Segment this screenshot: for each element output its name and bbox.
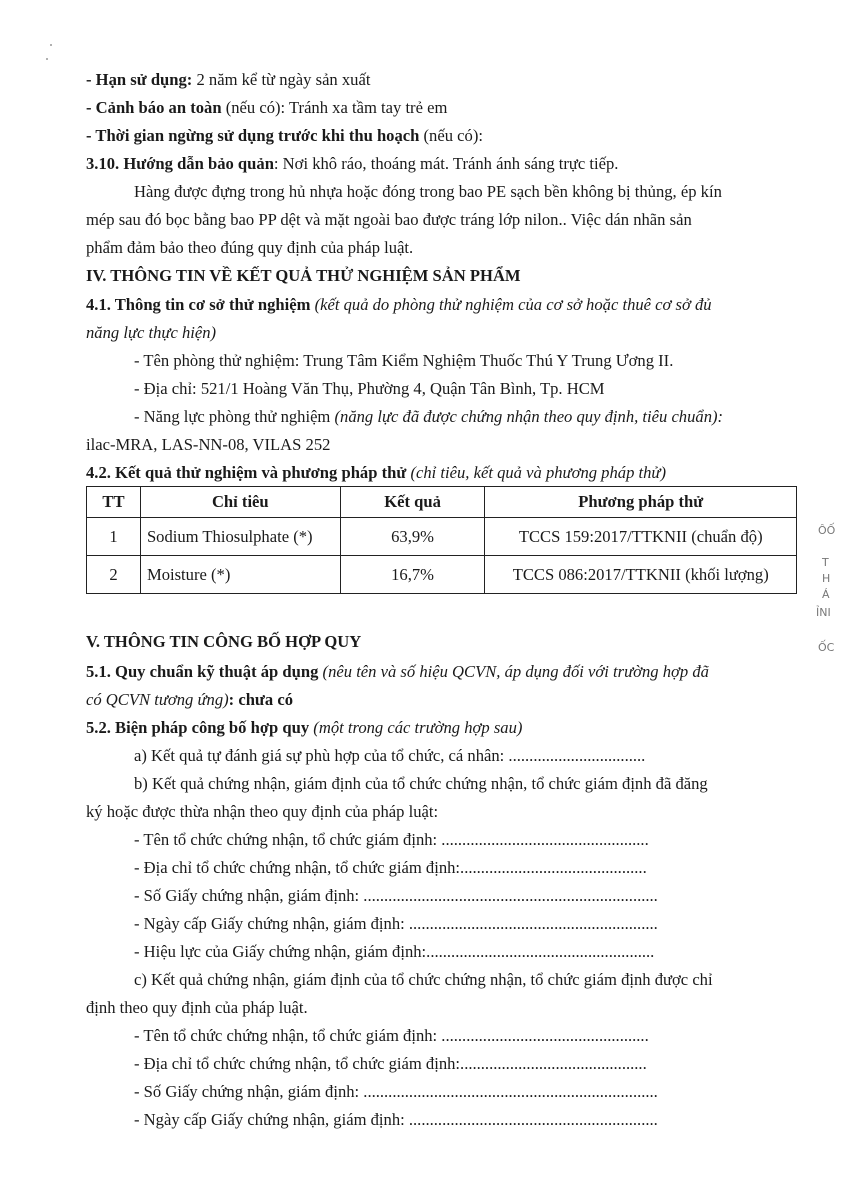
scan-speck <box>50 44 52 46</box>
cell-indicator: Moisture (*) <box>140 556 340 594</box>
stamp-fragment: H <box>822 572 831 585</box>
lab-accreditation-line: ilac-MRA, LAS-NN-08, VILAS 252 <box>86 435 331 454</box>
cell-indicator: Sodium Thiosulphate (*) <box>140 518 340 556</box>
option-a-line: a) Kết quả tự đánh giá sự phù hợp của tổ chức, cá nhân: ................................. <box>134 746 646 765</box>
option-b-line-1: b) Kết quả chứng nhận, giám định của tổ chức chứng nhận, tổ chức giám định đã đăng <box>134 774 708 793</box>
cell-tt: 2 <box>87 556 141 594</box>
stamp-fragment: ỈNI <box>816 606 831 619</box>
withdrawal-line: - Thời gian ngừng sử dụng trước khi thu hoạch (nếu có): <box>86 126 483 145</box>
header-indicator: Chỉ tiêu <box>140 487 340 518</box>
storage-heading: 3.10. Hướng dẫn bảo quản: Nơi khô ráo, thoáng mát. Tránh ánh sáng trực tiếp. <box>86 154 619 173</box>
lab-capability-line: - Năng lực phòng thử nghiệm (năng lực đã được chứng nhận theo quy định, tiêu chuẩn): <box>134 407 724 426</box>
header-result: Kết quả <box>340 487 485 518</box>
test-results-table <box>86 486 797 594</box>
scan-speck <box>46 58 48 60</box>
b-cert-number-line: - Số Giấy chứng nhận, giám định: ....................................................................... <box>134 886 658 905</box>
c-org-address-line: - Địa chỉ tổ chức chứng nhận, tổ chức giám định:............................................. <box>134 1054 647 1073</box>
cell-method: TCCS 086:2017/TTKNII (khối lượng) <box>485 556 797 594</box>
stamp-fragment: ỐC <box>818 641 835 654</box>
stamp-fragment: Á <box>822 588 830 601</box>
option-c-line-2: định theo quy định của pháp luật. <box>86 998 308 1017</box>
c-cert-number-line: - Số Giấy chứng nhận, giám định: ....................................................................... <box>134 1082 658 1101</box>
safety-warning-line: - Cảnh báo an toàn (nếu có): Tránh xa tầm tay trẻ em <box>86 98 448 117</box>
stamp-fragment: ÔỐ <box>818 524 836 537</box>
storage-paragraph-3: phẩm đảm bảo theo đúng quy định của pháp luật. <box>86 238 414 257</box>
section-4-1-heading: 4.1. Thông tin cơ sở thử nghiệm (kết quả do phòng thử nghiệm của cơ sở hoặc thuê cơ sở đủ <box>86 295 712 314</box>
section-4-2-heading: 4.2. Kết quả thử nghiệm và phương pháp thử (chỉ tiêu, kết quả và phương pháp thử) <box>86 463 667 482</box>
header-tt: TT <box>87 487 141 518</box>
storage-paragraph-1: Hàng được đựng trong hủ nhựa hoặc đóng trong bao PE sạch bền không bị thủng, ép kín <box>134 182 722 201</box>
header-method: Phương pháp thử <box>485 487 797 518</box>
section-4-1-note: năng lực thực hiện) <box>86 323 217 342</box>
option-b-line-2: ký hoặc được thừa nhận theo quy định của pháp luật: <box>86 802 439 821</box>
cell-tt: 1 <box>87 518 141 556</box>
shelf-life-line: - Hạn sử dụng: 2 năm kể từ ngày sản xuất <box>86 70 371 89</box>
lab-address-line: - Địa chỉ: 521/1 Hoàng Văn Thụ, Phường 4, Quận Tân Bình, Tp. HCM <box>134 379 605 398</box>
c-cert-date-line: - Ngày cấp Giấy chứng nhận, giám định: ............................................................ <box>134 1110 658 1129</box>
cell-result: 16,7% <box>340 556 485 594</box>
section-iv-heading: IV. THÔNG TIN VỀ KẾT QUẢ THỬ NGHIỆM SẢN PHẨM <box>86 266 521 285</box>
storage-paragraph-2: mép sau đó bọc bằng bao PP dệt và mặt ngoài bao được tráng lớp nilon.. Việc dán nhãn sản <box>86 210 692 229</box>
b-org-name-line: - Tên tổ chức chứng nhận, tổ chức giám định: .................................................. <box>134 830 649 849</box>
cell-result: 63,9% <box>340 518 485 556</box>
stamp-fragment: T <box>822 556 829 569</box>
section-5-1-note: có QCVN tương ứng): chưa có <box>86 690 293 709</box>
table-header-row <box>87 487 797 518</box>
b-cert-date-line: - Ngày cấp Giấy chứng nhận, giám định: ............................................................ <box>134 914 658 933</box>
b-cert-validity-line: - Hiệu lực của Giấy chứng nhận, giám định:....................................................... <box>134 942 655 961</box>
section-5-2-heading: 5.2. Biện pháp công bố hợp quy (một trong các trường hợp sau) <box>86 718 523 737</box>
cell-method: TCCS 159:2017/TTKNII (chuẩn độ) <box>485 518 797 556</box>
table-row <box>87 518 797 556</box>
section-v-heading: V. THÔNG TIN CÔNG BỐ HỢP QUY <box>86 632 362 651</box>
lab-name-line: - Tên phòng thử nghiệm: Trung Tâm Kiểm Nghiệm Thuốc Thú Y Trung Ương II. <box>134 351 674 370</box>
section-5-1-heading: 5.1. Quy chuẩn kỹ thuật áp dụng (nêu tên và số hiệu QCVN, áp dụng đối với trường hợp đã <box>86 662 709 681</box>
table-row <box>87 556 797 594</box>
option-c-line-1: c) Kết quả chứng nhận, giám định của tổ chức chứng nhận, tổ chức giám định được chỉ <box>134 970 713 989</box>
b-org-address-line: - Địa chỉ tổ chức chứng nhận, tổ chức giám định:............................................. <box>134 858 647 877</box>
c-org-name-line: - Tên tổ chức chứng nhận, tổ chức giám định: .................................................. <box>134 1026 649 1045</box>
